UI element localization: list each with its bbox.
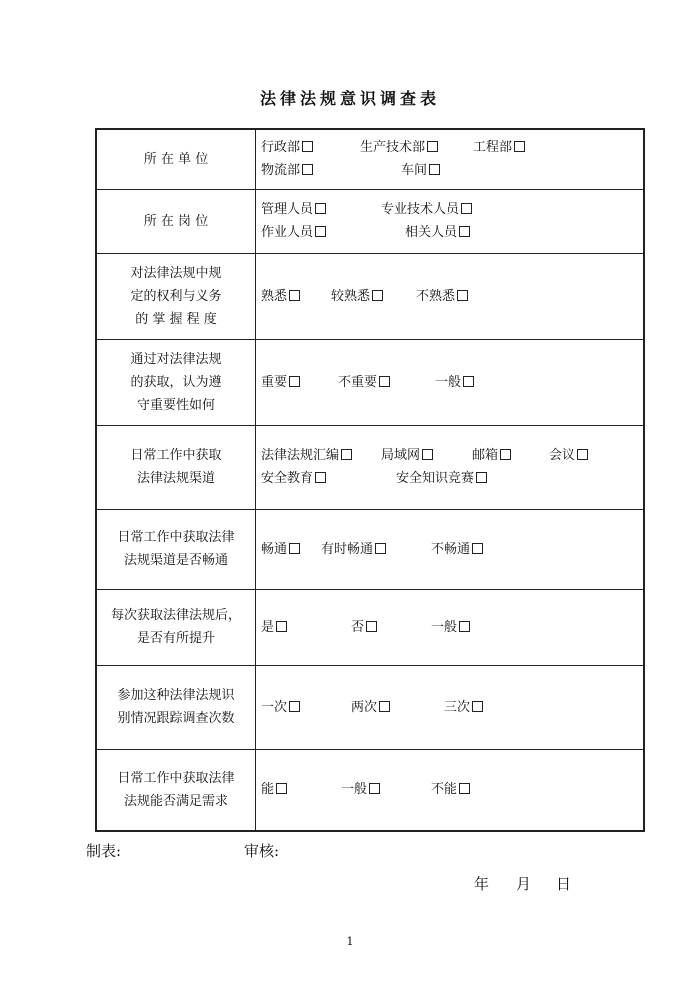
answer-options: [256, 425, 645, 509]
answer-options: [256, 253, 645, 339]
question-label: [96, 253, 256, 339]
answer-option[interactable]: [321, 538, 386, 561]
option-line: [261, 198, 643, 221]
question-label-line: 所 在 岗 位: [143, 213, 209, 229]
checkbox[interactable]: [472, 543, 483, 554]
option-label: 不重要: [338, 374, 378, 390]
option-label: 一次: [261, 699, 288, 715]
checkbox[interactable]: [289, 376, 300, 387]
option-label: 不畅通: [431, 541, 471, 557]
option-label: 行政部: [261, 140, 301, 156]
answer-option[interactable]: [444, 696, 483, 719]
answer-options: [256, 665, 645, 749]
option-label: 相关人员: [405, 225, 458, 240]
date-year-label: 年: [474, 875, 490, 893]
option-label: 畅通: [261, 541, 288, 557]
answer-options: [256, 749, 645, 831]
option-line: [261, 467, 643, 490]
answer-options: [256, 189, 645, 253]
answer-option[interactable]: [338, 371, 390, 394]
question-label-line: 别情况跟踪调查次数: [117, 711, 235, 726]
option-label: 局域网: [381, 448, 421, 463]
checkbox[interactable]: [375, 543, 386, 554]
checkbox[interactable]: [369, 783, 380, 794]
answer-option[interactable]: [261, 159, 313, 182]
option-line: [261, 371, 643, 394]
option-line: [261, 285, 643, 308]
answer-option[interactable]: [351, 696, 390, 719]
reviewed-by-label: 审核:: [244, 842, 280, 860]
answer-option[interactable]: [261, 285, 300, 308]
answer-option[interactable]: [261, 696, 300, 719]
option-line: [261, 616, 643, 639]
option-label: 不熟悉: [416, 288, 456, 304]
checkbox[interactable]: [276, 783, 287, 794]
prepared-by-label: 制表:: [86, 842, 122, 860]
question-label: [96, 129, 256, 189]
option-line: [261, 538, 643, 561]
answer-option[interactable]: [381, 444, 433, 467]
question-label-line: 的获取，认为遵: [130, 374, 222, 390]
answer-option[interactable]: [261, 467, 326, 490]
checkbox[interactable]: [289, 290, 300, 301]
table-row: [96, 589, 644, 665]
checkbox[interactable]: [461, 203, 472, 214]
option-label: 工程部: [473, 140, 513, 156]
answer-option[interactable]: [405, 221, 470, 244]
answer-option[interactable]: [435, 371, 474, 394]
answer-options: [256, 509, 645, 589]
answer-option[interactable]: [261, 616, 287, 639]
table-row: [96, 189, 644, 253]
page-number: 1: [346, 935, 354, 948]
date-month-label: 月: [516, 875, 532, 893]
checkbox[interactable]: [315, 472, 326, 483]
answer-options: [256, 589, 645, 665]
question-label: [96, 665, 256, 749]
checkbox[interactable]: [459, 226, 470, 237]
option-line: [261, 221, 643, 244]
answer-option[interactable]: [261, 221, 326, 244]
checkbox[interactable]: [341, 449, 352, 460]
option-line: [261, 696, 643, 719]
question-label-line: 是否有所提升: [136, 631, 215, 646]
checkbox[interactable]: [463, 376, 474, 387]
option-label: 安全教育: [261, 471, 314, 486]
table-row: [96, 749, 644, 831]
table-row: [96, 665, 644, 749]
answer-options: [256, 129, 645, 189]
option-label: 专业技术人员: [381, 202, 460, 217]
option-label: 较熟悉: [331, 288, 371, 304]
question-label-line: 日常工作中获取法律: [117, 770, 235, 786]
checkbox[interactable]: [429, 164, 440, 175]
option-label: 是: [261, 619, 275, 635]
question-label-line: 的 掌 握 程 度: [135, 311, 217, 327]
table-row: [96, 339, 644, 425]
checkbox[interactable]: [315, 203, 326, 214]
question-label-line: 日常工作中获取法律: [117, 530, 235, 545]
answer-option[interactable]: [416, 285, 468, 308]
answer-option[interactable]: [341, 778, 380, 801]
question-label-line: 所 在 单 位: [143, 151, 209, 167]
option-label: 生产技术部: [360, 140, 426, 156]
checkbox[interactable]: [459, 783, 470, 794]
option-label: 重要: [261, 374, 288, 390]
checkbox[interactable]: [289, 701, 300, 712]
answer-option[interactable]: [549, 444, 588, 467]
option-label: 车间: [401, 163, 428, 179]
question-label-line: 定的权利与义务: [130, 288, 222, 304]
option-label: 有时畅通: [321, 541, 374, 557]
checkbox[interactable]: [372, 290, 383, 301]
answer-option[interactable]: [396, 467, 487, 490]
answer-option[interactable]: [431, 778, 470, 801]
option-label: 能: [261, 782, 275, 798]
option-label: 一般: [341, 782, 368, 798]
answer-option[interactable]: [360, 136, 438, 159]
checkbox[interactable]: [302, 164, 313, 175]
question-label: [96, 589, 256, 665]
answer-option[interactable]: [261, 136, 313, 159]
option-label: 不能: [431, 782, 458, 798]
answer-option[interactable]: [261, 538, 300, 561]
answer-option[interactable]: [431, 538, 483, 561]
option-label: 三次: [444, 699, 471, 715]
checkbox[interactable]: [500, 449, 511, 460]
checkbox[interactable]: [514, 141, 525, 152]
question-label: [96, 425, 256, 509]
answer-option[interactable]: [431, 616, 470, 639]
option-line: [261, 778, 643, 801]
table-row: [96, 129, 644, 189]
answer-option[interactable]: [261, 371, 300, 394]
option-label: 否: [351, 619, 365, 635]
question-label: [96, 339, 256, 425]
checkbox[interactable]: [459, 621, 470, 632]
question-label: [96, 749, 256, 831]
table-row: [96, 253, 644, 339]
answer-option[interactable]: [381, 198, 472, 221]
checkbox[interactable]: [476, 472, 487, 483]
checkbox[interactable]: [577, 449, 588, 460]
option-label: 管理人员: [261, 202, 314, 217]
question-label-line: 对法律法规中规: [130, 265, 222, 281]
option-label: 两次: [351, 699, 378, 715]
answer-option[interactable]: [261, 778, 287, 801]
question-label-line: 通过对法律法规: [130, 351, 222, 367]
checkbox[interactable]: [366, 621, 377, 632]
checkbox[interactable]: [379, 376, 390, 387]
option-label: 物流部: [261, 163, 301, 179]
option-label: 作业人员: [261, 225, 314, 240]
survey-table: [95, 128, 645, 832]
answer-option[interactable]: [261, 198, 326, 221]
question-label-line: 法规渠道是否畅通: [123, 553, 228, 568]
answer-option[interactable]: [401, 159, 440, 182]
option-label: 邮箱: [472, 448, 499, 463]
answer-option[interactable]: [261, 444, 352, 467]
option-line: [261, 444, 643, 467]
checkbox[interactable]: [276, 621, 287, 632]
option-label: 一般: [431, 619, 458, 635]
question-label-line: 每次获取法律法规后，: [110, 608, 241, 623]
date-day-label: 日: [556, 875, 572, 893]
answer-option[interactable]: [351, 616, 377, 639]
option-line: [261, 159, 643, 182]
checkbox[interactable]: [315, 226, 326, 237]
option-label: 安全知识竞赛: [396, 471, 475, 486]
answer-option[interactable]: [473, 136, 525, 159]
question-label: [96, 509, 256, 589]
option-label: 一般: [435, 374, 462, 390]
answer-option[interactable]: [331, 285, 383, 308]
option-line: [261, 136, 643, 159]
question-label-line: 守重要性如何: [136, 397, 215, 413]
checkbox[interactable]: [427, 141, 438, 152]
checkbox[interactable]: [379, 701, 390, 712]
checkbox[interactable]: [302, 141, 313, 152]
checkbox[interactable]: [422, 449, 433, 460]
question-label-line: 参加这种法律法规识: [117, 688, 235, 703]
answer-option[interactable]: [472, 444, 511, 467]
table-row: [96, 425, 644, 509]
option-label: 熟悉: [261, 288, 288, 304]
question-label-line: 法规能否满足需求: [123, 793, 228, 809]
checkbox[interactable]: [457, 290, 468, 301]
page-title: 法律法规意识调查表: [259, 89, 440, 108]
question-label-line: 法律法规渠道: [136, 471, 215, 486]
option-label: 会议: [549, 448, 576, 463]
table-row: [96, 509, 644, 589]
checkbox[interactable]: [289, 543, 300, 554]
question-label: [96, 189, 256, 253]
question-label-line: 日常工作中获取: [130, 448, 222, 463]
answer-options: [256, 339, 645, 425]
checkbox[interactable]: [472, 701, 483, 712]
option-label: 法律法规汇编: [261, 448, 340, 463]
